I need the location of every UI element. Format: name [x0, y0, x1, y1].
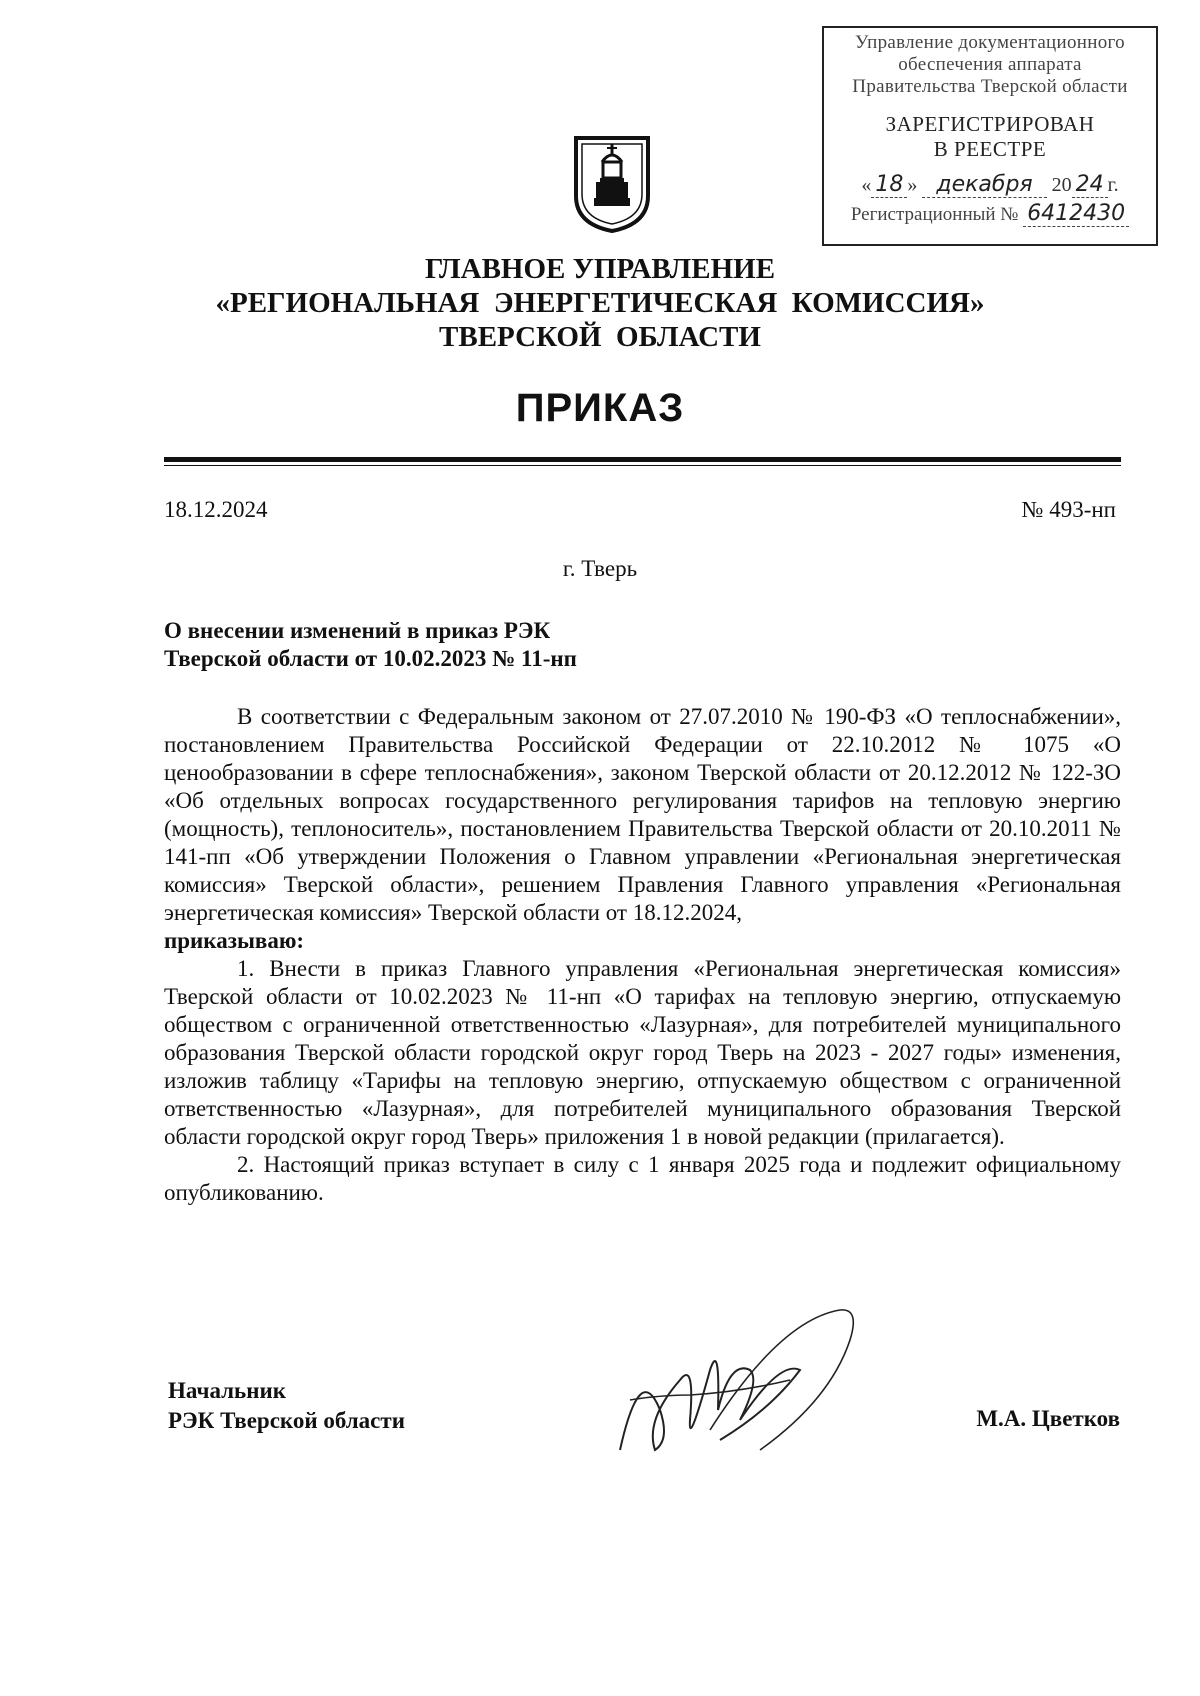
- stamp-reg-label: Регистрационный №: [850, 204, 1019, 225]
- stamp-reg-value: 6412430: [1023, 201, 1129, 227]
- order-item-2: 2. Настоящий приказ вступает в силу с 1 января 2025 года и подлежит официальному опубликованию.: [164, 1152, 1121, 1205]
- coat-of-arms-icon: [572, 134, 652, 234]
- document-title: ПРИКАЗ: [515, 386, 685, 430]
- stamp-org-line: Правительства Тверской области: [852, 76, 1128, 97]
- stamp-day: 18: [871, 172, 907, 198]
- stamp-org-line: обеспечения аппарата: [898, 54, 1082, 75]
- stamp-year-suffix: г.: [1107, 174, 1119, 196]
- order-item-1: 1. Внести в приказ Главного управления «Региональная энергетическая комиссия» Тверской области от 10.02.2023 № 11-нп «О тарифах на тепловую энергию, отпускаемую обществом с ограниченной ответственностью «Лазурная», для потребителей муниципального образования Тверской области городской округ город Тверь на 2023 - 2027 годы» изменения, изложив таблицу «Тарифы на тепловую энергию, отпускаемую обществом с ограниченной ответственностью «Лазурная», для потребителей муниципального образования Тверской области городской округ город Тверь» приложения 1 в новой редакции (прилагается).: [164, 956, 1121, 1149]
- stamp-month: декабря: [922, 172, 1046, 198]
- header-divider-thin: [164, 465, 1121, 466]
- stamp-date: [824, 172, 1156, 197]
- stamp-status-line: В РЕЕСТРЕ: [933, 137, 1047, 161]
- document-number: № 493-нп: [1021, 497, 1116, 522]
- document-date: 18.12.2024: [164, 497, 268, 522]
- preamble-paragraph: В соответствии с Федеральным законом от 27.07.2010 № 190-ФЗ «О теплоснабжении», постановлением Правительства Российской Федерации от 22.10.2012 № 1075 «О ценообразовании в сфере теплоснабжения», законом Тверской области от 20.12.2012 № 122-ЗО «Об отдельных вопросах государственного регулирования тарифов на тепловую энергию (мощность), теплоноситель», постановлением Правительства Тверской области от 20.10.2011 № 141-пп «Об утверждении Положения о Главном управлении «Региональная энергетическая комиссия» Тверской области», решением Правления Главного управления «Региональная энергетическая комиссия» Тверской области от 18.12.2024,: [164, 704, 1121, 925]
- stamp-org-line: Управление документационного: [855, 32, 1125, 53]
- handwritten-signature: [600, 1300, 880, 1475]
- agency-name-line: ГЛАВНОЕ УПРАВЛЕНИЕ: [424, 253, 776, 285]
- stamp-status: [824, 112, 1156, 162]
- signatory-position: [168, 1376, 405, 1436]
- stamp-year: 24: [1072, 172, 1108, 198]
- stamp-year-prefix: 20: [1051, 174, 1072, 196]
- signatory-position-line: Начальник: [168, 1378, 286, 1403]
- header-divider: [164, 457, 1121, 462]
- agency-name-line: ТВЕРСКОЙ ОБЛАСТИ: [439, 321, 761, 353]
- stamp-day-prefix: «: [861, 174, 872, 196]
- subject-line: Тверской области от 10.02.2023 № 11-нп: [164, 646, 577, 671]
- stamp-reg-number: [824, 201, 1156, 226]
- agency-name-line: «РЕГИОНАЛЬНАЯ ЭНЕРГЕТИЧЕСКАЯ КОМИССИЯ»: [215, 287, 985, 319]
- stamp-status-line: ЗАРЕГИСТРИРОВАН: [885, 112, 1095, 136]
- document-city: г. Тверь: [562, 556, 638, 581]
- stamp-day-suffix: »: [907, 174, 918, 196]
- signatory-position-line: РЭК Тверской области: [168, 1408, 405, 1433]
- registration-stamp: [822, 26, 1158, 246]
- subject-line: О внесении изменений в приказ РЭК: [164, 618, 551, 643]
- signatory-name: М.А. Цветков: [976, 1406, 1120, 1431]
- document-body: [164, 703, 1121, 1207]
- agency-name: [0, 252, 1200, 354]
- order-word: приказываю:: [164, 928, 305, 953]
- document-subject: [164, 617, 577, 673]
